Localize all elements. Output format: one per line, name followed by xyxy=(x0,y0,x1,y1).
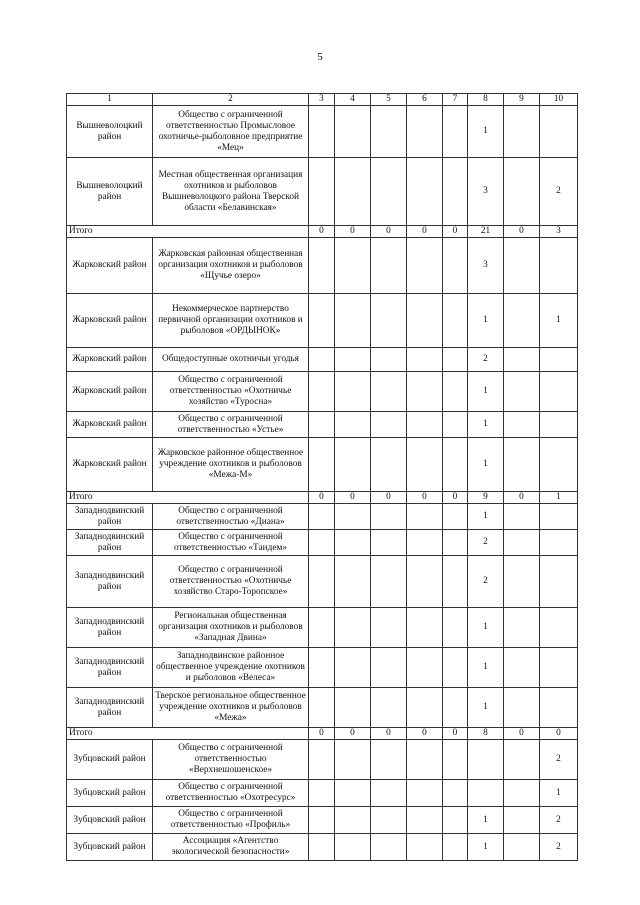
value-cell-col-5 xyxy=(371,106,407,158)
value-cell-col-8: 1 xyxy=(468,412,504,438)
table-row xyxy=(67,158,578,226)
value-cell-col-8: 9 xyxy=(468,492,504,504)
organization-cell: Общество с ограниченной ответственностью Промысловое охотничье-рыболовное предприятие «Мец» xyxy=(153,106,309,158)
value-cell-col-9 xyxy=(504,688,540,728)
organization-cell: Жарковская районная общественная организация охотников и рыболовов «Щучье озеро» xyxy=(153,238,309,294)
value-cell-col-8: 1 xyxy=(468,504,504,530)
value-cell-col-6 xyxy=(407,238,443,294)
value-cell-col-3 xyxy=(309,106,335,158)
value-cell-col-10 xyxy=(540,438,578,492)
organization-cell: Региональная общественная организация охотников и рыболовов «Западная Двина» xyxy=(153,608,309,648)
organization-cell: Общество с ограниченной ответственностью «Диана» xyxy=(153,504,309,530)
value-cell-col-7: 0 xyxy=(443,226,468,238)
district-cell: Западнодвинский район xyxy=(67,648,153,688)
value-cell-col-7: 0 xyxy=(443,492,468,504)
total-row xyxy=(67,226,578,238)
value-cell-col-6 xyxy=(407,556,443,608)
total-label: Итого xyxy=(67,492,309,504)
value-cell-col-8: 1 xyxy=(468,438,504,492)
value-cell-col-6 xyxy=(407,530,443,556)
district-cell: Вышневолоцкий район xyxy=(67,158,153,226)
value-cell-col-3 xyxy=(309,412,335,438)
value-cell-col-3 xyxy=(309,740,335,780)
value-cell-col-7 xyxy=(443,158,468,226)
value-cell-col-8: 1 xyxy=(468,106,504,158)
value-cell-col-6 xyxy=(407,412,443,438)
organization-cell: Некоммерческое партнерство первичной организации охотников и рыболовов «ОРДЫНОК» xyxy=(153,294,309,348)
value-cell-col-10: 2 xyxy=(540,158,578,226)
organization-cell: Общество с ограниченной ответственностью «Профиль» xyxy=(153,807,309,834)
value-cell-col-8: 2 xyxy=(468,530,504,556)
column-number-row xyxy=(67,94,578,106)
district-cell: Зубцовский район xyxy=(67,834,153,861)
column-number-4: 4 xyxy=(335,94,371,106)
value-cell-col-10 xyxy=(540,238,578,294)
value-cell-col-3: 0 xyxy=(309,226,335,238)
organization-cell: Общество с ограниченной ответственностью «Охотничье хозяйство «Туросна» xyxy=(153,372,309,412)
value-cell-col-10 xyxy=(540,688,578,728)
table-row xyxy=(67,740,578,780)
value-cell-col-9 xyxy=(504,648,540,688)
value-cell-col-4 xyxy=(335,807,371,834)
value-cell-col-4 xyxy=(335,294,371,348)
hunting-quota-table xyxy=(66,93,578,861)
value-cell-col-5 xyxy=(371,556,407,608)
value-cell-col-5 xyxy=(371,372,407,412)
value-cell-col-10: 2 xyxy=(540,807,578,834)
column-number-10: 10 xyxy=(540,94,578,106)
value-cell-col-7 xyxy=(443,780,468,807)
value-cell-col-5 xyxy=(371,740,407,780)
value-cell-col-6 xyxy=(407,648,443,688)
value-cell-col-5 xyxy=(371,438,407,492)
value-cell-col-10: 1 xyxy=(540,780,578,807)
value-cell-col-5 xyxy=(371,348,407,372)
organization-cell: Общество с ограниченной ответственностью «Верхнешошенское» xyxy=(153,740,309,780)
value-cell-col-7 xyxy=(443,556,468,608)
value-cell-col-4 xyxy=(335,372,371,412)
value-cell-col-9 xyxy=(504,608,540,648)
district-cell: Жарковский район xyxy=(67,238,153,294)
value-cell-col-4 xyxy=(335,608,371,648)
value-cell-col-4 xyxy=(335,648,371,688)
table-row xyxy=(67,294,578,348)
value-cell-col-9 xyxy=(504,780,540,807)
value-cell-col-3 xyxy=(309,530,335,556)
value-cell-col-5 xyxy=(371,158,407,226)
value-cell-col-5 xyxy=(371,504,407,530)
value-cell-col-9: 0 xyxy=(504,226,540,238)
table-row xyxy=(67,688,578,728)
value-cell-col-7 xyxy=(443,348,468,372)
table-row xyxy=(67,412,578,438)
value-cell-col-8 xyxy=(468,780,504,807)
district-cell: Западнодвинский район xyxy=(67,688,153,728)
value-cell-col-10 xyxy=(540,348,578,372)
value-cell-col-9 xyxy=(504,348,540,372)
table-row xyxy=(67,807,578,834)
district-cell: Жарковский район xyxy=(67,294,153,348)
value-cell-col-5 xyxy=(371,834,407,861)
district-cell: Жарковский район xyxy=(67,372,153,412)
value-cell-col-3: 0 xyxy=(309,492,335,504)
value-cell-col-5: 0 xyxy=(371,226,407,238)
value-cell-col-6 xyxy=(407,608,443,648)
column-number-1: 1 xyxy=(67,94,153,106)
value-cell-col-9: 0 xyxy=(504,728,540,740)
column-number-5: 5 xyxy=(371,94,407,106)
district-cell: Жарковский район xyxy=(67,438,153,492)
value-cell-col-8: 1 xyxy=(468,807,504,834)
value-cell-col-5 xyxy=(371,648,407,688)
district-cell: Жарковский район xyxy=(67,348,153,372)
value-cell-col-4 xyxy=(335,530,371,556)
value-cell-col-6: 0 xyxy=(407,728,443,740)
value-cell-col-8: 1 xyxy=(468,648,504,688)
value-cell-col-9 xyxy=(504,158,540,226)
value-cell-col-4 xyxy=(335,412,371,438)
value-cell-col-9 xyxy=(504,530,540,556)
value-cell-col-4 xyxy=(335,688,371,728)
value-cell-col-8: 8 xyxy=(468,728,504,740)
value-cell-col-6 xyxy=(407,834,443,861)
value-cell-col-3 xyxy=(309,372,335,412)
total-row xyxy=(67,728,578,740)
organization-cell: Общество с ограниченной ответственностью «Тандем» xyxy=(153,530,309,556)
table-row xyxy=(67,648,578,688)
table-row xyxy=(67,780,578,807)
value-cell-col-10 xyxy=(540,608,578,648)
value-cell-col-4: 0 xyxy=(335,226,371,238)
organization-cell: Общество с ограниченной ответственностью «Устье» xyxy=(153,412,309,438)
value-cell-col-10 xyxy=(540,412,578,438)
district-cell: Вышневолоцкий район xyxy=(67,106,153,158)
value-cell-col-3 xyxy=(309,556,335,608)
value-cell-col-9: 0 xyxy=(504,492,540,504)
value-cell-col-3 xyxy=(309,504,335,530)
table-row xyxy=(67,372,578,412)
value-cell-col-9 xyxy=(504,556,540,608)
value-cell-col-6 xyxy=(407,688,443,728)
value-cell-col-7 xyxy=(443,807,468,834)
value-cell-col-10 xyxy=(540,530,578,556)
value-cell-col-9 xyxy=(504,412,540,438)
district-cell: Зубцовский район xyxy=(67,740,153,780)
district-cell: Западнодвинский район xyxy=(67,608,153,648)
value-cell-col-7 xyxy=(443,438,468,492)
value-cell-col-5 xyxy=(371,412,407,438)
value-cell-col-9 xyxy=(504,807,540,834)
value-cell-col-6 xyxy=(407,158,443,226)
column-number-9: 9 xyxy=(504,94,540,106)
organization-cell: Общедоступные охотничьи угодья xyxy=(153,348,309,372)
value-cell-col-5 xyxy=(371,530,407,556)
value-cell-col-10: 2 xyxy=(540,740,578,780)
organization-cell: Ассоциация «Агентство экологической безопасности» xyxy=(153,834,309,861)
value-cell-col-10 xyxy=(540,504,578,530)
district-cell: Зубцовский район xyxy=(67,780,153,807)
organization-cell: Местная общественная организация охотников и рыболовов Вышневолоцкого района Тверской области «Белавинская» xyxy=(153,158,309,226)
value-cell-col-8: 1 xyxy=(468,294,504,348)
value-cell-col-10 xyxy=(540,106,578,158)
value-cell-col-9 xyxy=(504,106,540,158)
value-cell-col-3 xyxy=(309,608,335,648)
district-cell: Западнодвинский район xyxy=(67,504,153,530)
organization-cell: Жарковское районное общественное учреждение охотников и рыболовов «Межа-М» xyxy=(153,438,309,492)
value-cell-col-10: 1 xyxy=(540,294,578,348)
value-cell-col-7 xyxy=(443,608,468,648)
value-cell-col-7 xyxy=(443,740,468,780)
value-cell-col-4 xyxy=(335,834,371,861)
value-cell-col-3 xyxy=(309,807,335,834)
value-cell-col-7 xyxy=(443,530,468,556)
column-number-6: 6 xyxy=(407,94,443,106)
value-cell-col-7: 0 xyxy=(443,728,468,740)
value-cell-col-8: 1 xyxy=(468,372,504,412)
value-cell-col-10 xyxy=(540,556,578,608)
value-cell-col-3 xyxy=(309,348,335,372)
table-row xyxy=(67,348,578,372)
table-row xyxy=(67,504,578,530)
value-cell-col-7 xyxy=(443,412,468,438)
value-cell-col-5 xyxy=(371,238,407,294)
value-cell-col-9 xyxy=(504,294,540,348)
value-cell-col-8: 3 xyxy=(468,238,504,294)
district-cell: Жарковский район xyxy=(67,412,153,438)
column-number-7: 7 xyxy=(443,94,468,106)
value-cell-col-9 xyxy=(504,238,540,294)
value-cell-col-9 xyxy=(504,372,540,412)
value-cell-col-3: 0 xyxy=(309,728,335,740)
table-row xyxy=(67,238,578,294)
value-cell-col-4 xyxy=(335,780,371,807)
value-cell-col-4 xyxy=(335,158,371,226)
value-cell-col-6 xyxy=(407,780,443,807)
district-cell: Зубцовский район xyxy=(67,807,153,834)
table-row xyxy=(67,530,578,556)
value-cell-col-3 xyxy=(309,780,335,807)
value-cell-col-3 xyxy=(309,438,335,492)
column-number-3: 3 xyxy=(309,94,335,106)
value-cell-col-4: 0 xyxy=(335,728,371,740)
value-cell-col-5: 0 xyxy=(371,492,407,504)
value-cell-col-7 xyxy=(443,238,468,294)
value-cell-col-7 xyxy=(443,648,468,688)
value-cell-col-8: 2 xyxy=(468,556,504,608)
value-cell-col-5 xyxy=(371,294,407,348)
value-cell-col-3 xyxy=(309,238,335,294)
value-cell-col-8: 1 xyxy=(468,608,504,648)
organization-cell: Западнодвинское районное общественное учреждение охотников и рыболовов «Велеса» xyxy=(153,648,309,688)
value-cell-col-10 xyxy=(540,372,578,412)
column-number-8: 8 xyxy=(468,94,504,106)
organization-cell: Тверское региональное общественное учреждение охотников и рыболовов «Межа» xyxy=(153,688,309,728)
district-cell: Западнодвинский район xyxy=(67,556,153,608)
page-number: 5 xyxy=(317,51,323,63)
value-cell-col-7 xyxy=(443,688,468,728)
value-cell-col-4 xyxy=(335,556,371,608)
table-row xyxy=(67,106,578,158)
value-cell-col-7 xyxy=(443,106,468,158)
value-cell-col-6 xyxy=(407,294,443,348)
value-cell-col-3 xyxy=(309,834,335,861)
value-cell-col-6 xyxy=(407,740,443,780)
value-cell-col-6: 0 xyxy=(407,492,443,504)
table-row xyxy=(67,608,578,648)
value-cell-col-3 xyxy=(309,294,335,348)
value-cell-col-6 xyxy=(407,438,443,492)
value-cell-col-9 xyxy=(504,740,540,780)
value-cell-col-6 xyxy=(407,348,443,372)
value-cell-col-3 xyxy=(309,648,335,688)
value-cell-col-4: 0 xyxy=(335,492,371,504)
table-row xyxy=(67,834,578,861)
value-cell-col-10: 1 xyxy=(540,492,578,504)
total-row xyxy=(67,492,578,504)
value-cell-col-4 xyxy=(335,348,371,372)
value-cell-col-4 xyxy=(335,504,371,530)
value-cell-col-4 xyxy=(335,438,371,492)
value-cell-col-9 xyxy=(504,438,540,492)
value-cell-col-10: 0 xyxy=(540,728,578,740)
table-row xyxy=(67,556,578,608)
value-cell-col-10: 3 xyxy=(540,226,578,238)
value-cell-col-9 xyxy=(504,504,540,530)
value-cell-col-8: 2 xyxy=(468,348,504,372)
value-cell-col-7 xyxy=(443,294,468,348)
organization-cell: Общество с ограниченной ответственностью «Охотресурс» xyxy=(153,780,309,807)
value-cell-col-7 xyxy=(443,372,468,412)
value-cell-col-7 xyxy=(443,504,468,530)
value-cell-col-6 xyxy=(407,807,443,834)
value-cell-col-6 xyxy=(407,504,443,530)
table-row xyxy=(67,438,578,492)
value-cell-col-6 xyxy=(407,372,443,412)
district-cell: Западнодвинский район xyxy=(67,530,153,556)
value-cell-col-9 xyxy=(504,834,540,861)
value-cell-col-6 xyxy=(407,106,443,158)
value-cell-col-5 xyxy=(371,780,407,807)
value-cell-col-4 xyxy=(335,740,371,780)
value-cell-col-8: 3 xyxy=(468,158,504,226)
total-label: Итого xyxy=(67,226,309,238)
value-cell-col-5: 0 xyxy=(371,728,407,740)
value-cell-col-8: 1 xyxy=(468,688,504,728)
value-cell-col-5 xyxy=(371,688,407,728)
total-label: Итого xyxy=(67,728,309,740)
value-cell-col-5 xyxy=(371,807,407,834)
value-cell-col-7 xyxy=(443,834,468,861)
value-cell-col-5 xyxy=(371,608,407,648)
value-cell-col-3 xyxy=(309,688,335,728)
column-number-2: 2 xyxy=(153,94,309,106)
organization-cell: Общество с ограниченной ответственностью «Охотничье хозяйство Старо-Торопское» xyxy=(153,556,309,608)
value-cell-col-10 xyxy=(540,648,578,688)
value-cell-col-8: 1 xyxy=(468,834,504,861)
value-cell-col-4 xyxy=(335,106,371,158)
value-cell-col-8: 21 xyxy=(468,226,504,238)
value-cell-col-10: 2 xyxy=(540,834,578,861)
value-cell-col-3 xyxy=(309,158,335,226)
value-cell-col-4 xyxy=(335,238,371,294)
value-cell-col-6: 0 xyxy=(407,226,443,238)
value-cell-col-8 xyxy=(468,740,504,780)
